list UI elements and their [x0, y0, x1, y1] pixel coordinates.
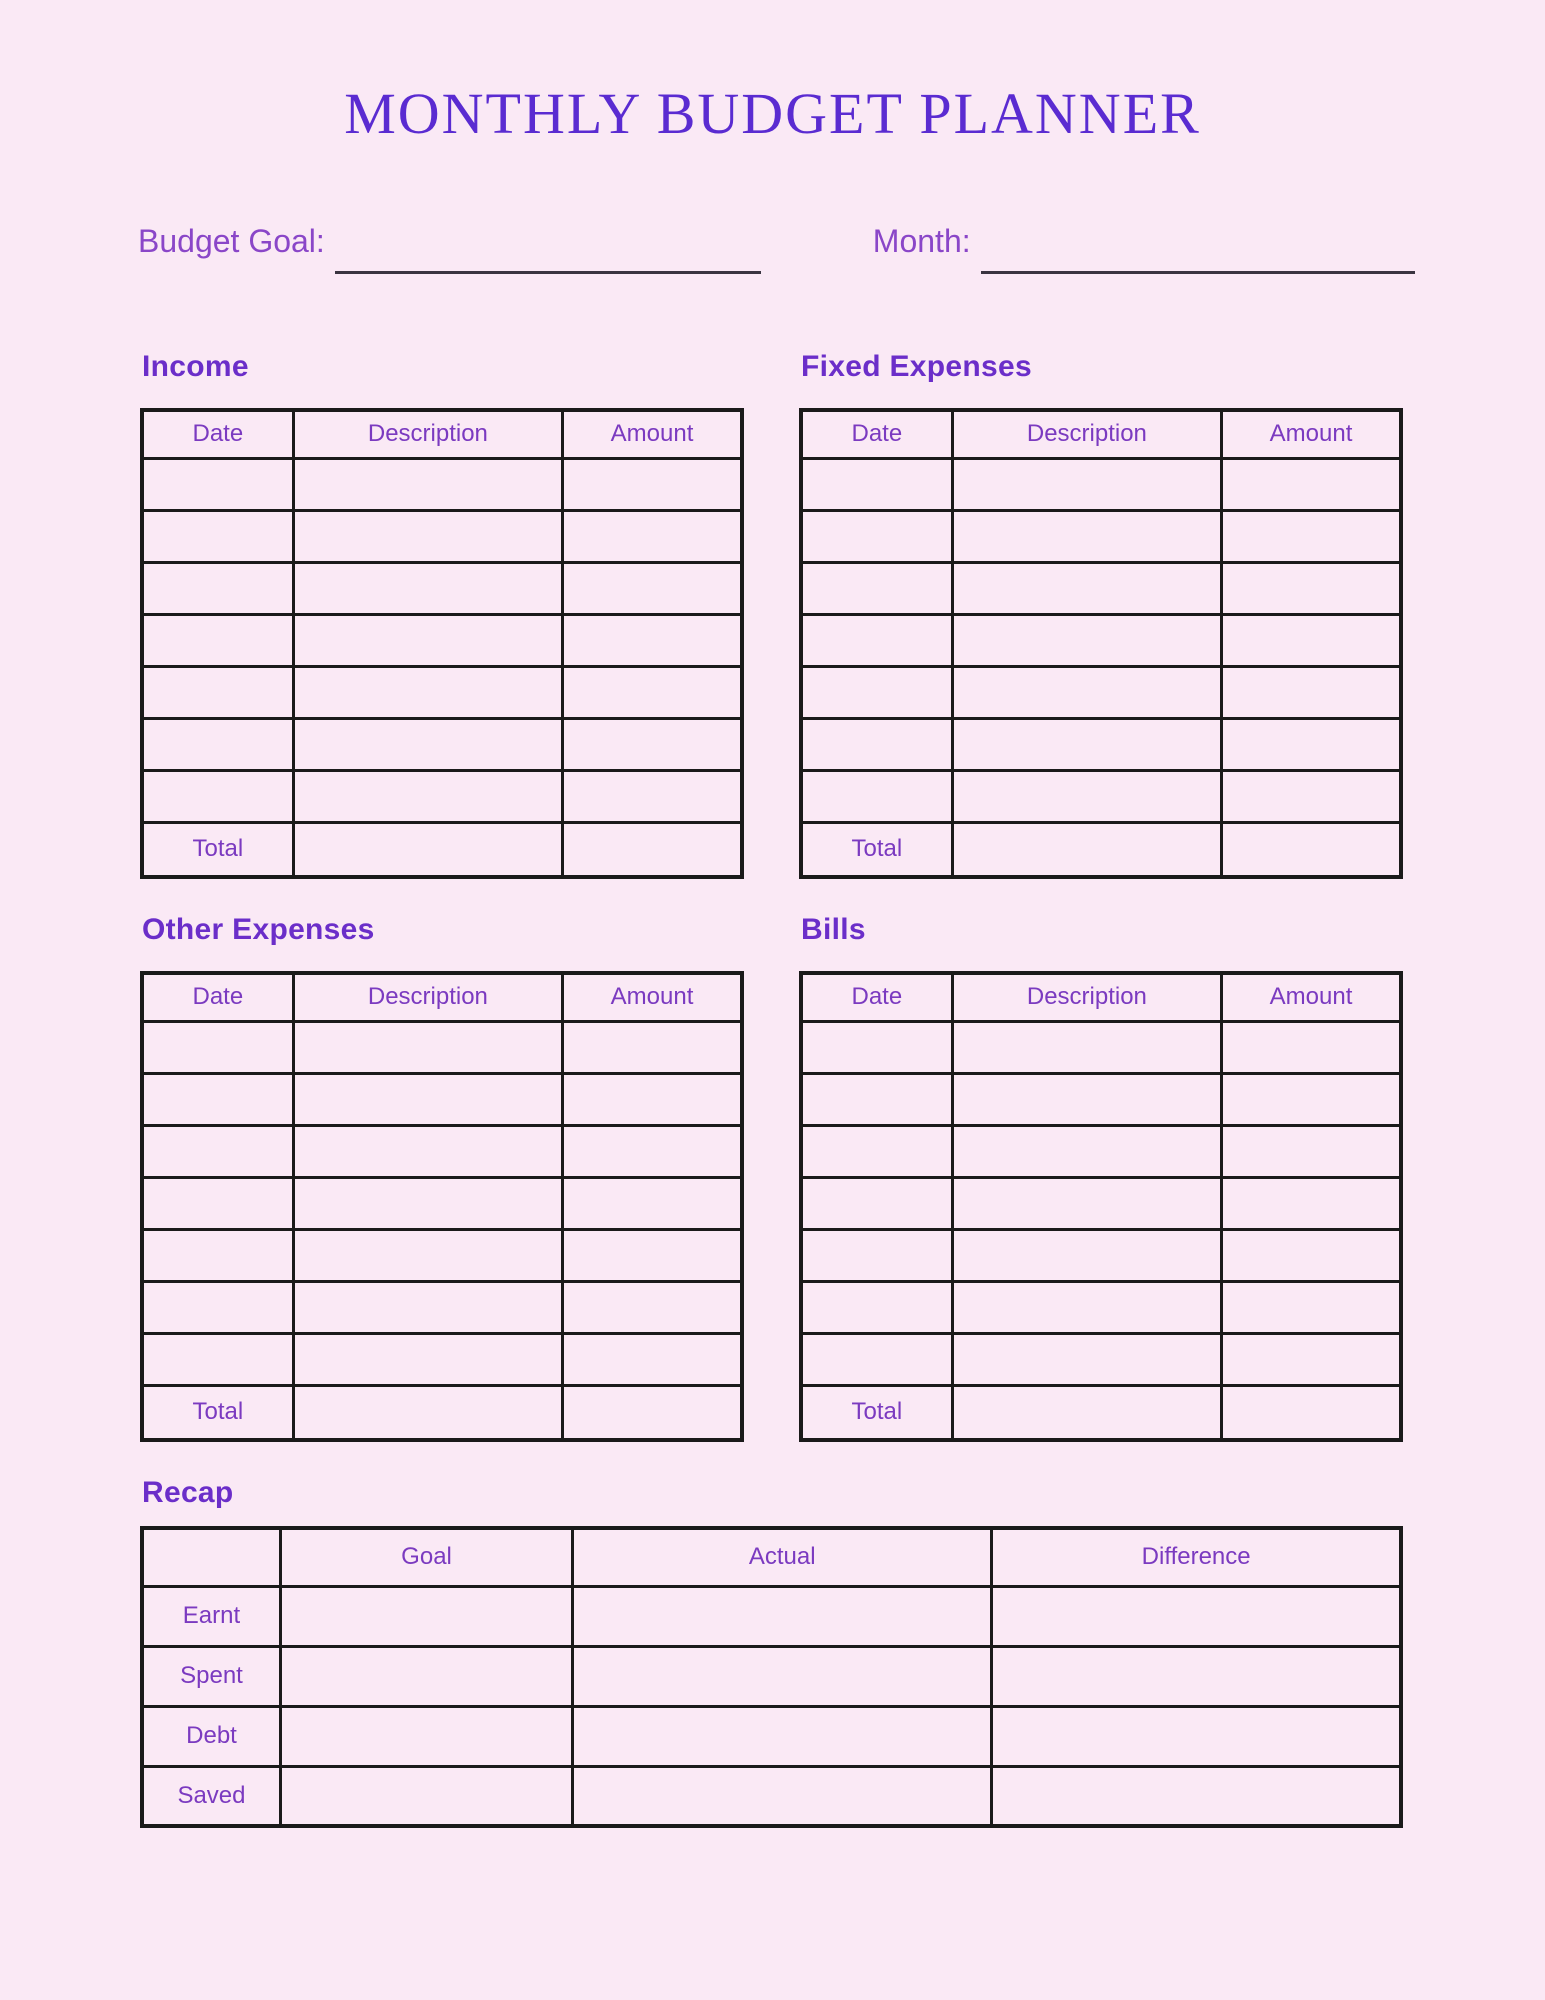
- total-amount-cell[interactable]: [1222, 822, 1401, 877]
- month-field: [873, 223, 1415, 260]
- total-amount-cell[interactable]: [563, 822, 742, 877]
- actual-cell[interactable]: [573, 1766, 992, 1826]
- description-cell[interactable]: [952, 1021, 1221, 1073]
- date-cell[interactable]: [801, 666, 952, 718]
- description-cell[interactable]: [952, 562, 1221, 614]
- recap-table: [140, 1526, 1403, 1828]
- table-row: [801, 1021, 1401, 1073]
- table-row: [801, 614, 1401, 666]
- table-row: [142, 1073, 742, 1125]
- budget-goal-input[interactable]: [335, 244, 761, 274]
- table-row: [801, 666, 1401, 718]
- total-amount-cell[interactable]: [563, 1385, 742, 1440]
- table-row: [801, 1281, 1401, 1333]
- amount-cell[interactable]: [1222, 510, 1401, 562]
- description-column-header: Description: [293, 410, 562, 458]
- amount-cell[interactable]: [1222, 770, 1401, 822]
- table-row: [801, 1177, 1401, 1229]
- description-cell[interactable]: [952, 1333, 1221, 1385]
- amount-cell[interactable]: [1222, 1073, 1401, 1125]
- description-column-header: Description: [952, 410, 1221, 458]
- amount-cell[interactable]: [563, 1333, 742, 1385]
- date-cell[interactable]: [142, 1021, 293, 1073]
- actual-cell[interactable]: [573, 1586, 992, 1646]
- total-description-cell[interactable]: [952, 1385, 1221, 1440]
- amount-column-header: Amount: [1222, 410, 1401, 458]
- date-cell[interactable]: [801, 770, 952, 822]
- date-cell[interactable]: [801, 1125, 952, 1177]
- amount-cell[interactable]: [563, 562, 742, 614]
- table-row: [142, 614, 742, 666]
- table-row: [142, 1229, 742, 1281]
- table-row: [801, 1125, 1401, 1177]
- date-cell[interactable]: [801, 614, 952, 666]
- date-cell[interactable]: [801, 1281, 952, 1333]
- recap-row-label: Debt: [142, 1706, 280, 1766]
- description-cell[interactable]: [293, 614, 562, 666]
- description-cell[interactable]: [293, 1281, 562, 1333]
- date-cell[interactable]: [142, 718, 293, 770]
- date-cell[interactable]: [142, 770, 293, 822]
- date-cell[interactable]: [801, 1333, 952, 1385]
- date-cell[interactable]: [142, 510, 293, 562]
- amount-cell[interactable]: [1222, 1229, 1401, 1281]
- section-title-fixed-expenses: Fixed Expenses: [801, 350, 1032, 383]
- table-row: [142, 666, 742, 718]
- page-title: MONTHLY BUDGET PLANNER: [344, 81, 1201, 146]
- date-cell[interactable]: [142, 1333, 293, 1385]
- date-cell[interactable]: [801, 718, 952, 770]
- date-cell[interactable]: [142, 458, 293, 510]
- amount-column-header: Amount: [1222, 973, 1401, 1021]
- date-cell[interactable]: [142, 666, 293, 718]
- amount-cell[interactable]: [563, 458, 742, 510]
- amount-cell[interactable]: [1222, 562, 1401, 614]
- goal-column-header: Goal: [280, 1528, 572, 1586]
- amount-cell[interactable]: [563, 1125, 742, 1177]
- section-title-bills: Bills: [801, 913, 866, 946]
- description-cell[interactable]: [293, 458, 562, 510]
- recap-row-debt: [142, 1706, 1401, 1766]
- description-cell[interactable]: [952, 1177, 1221, 1229]
- amount-cell[interactable]: [1222, 1333, 1401, 1385]
- section-other-expenses: [140, 913, 744, 1442]
- section-fixed-expenses: [799, 350, 1403, 879]
- table-header-row: [142, 410, 742, 458]
- table-header-row: [142, 973, 742, 1021]
- description-cell[interactable]: [952, 1229, 1221, 1281]
- section-income: [140, 350, 744, 879]
- bills-table: [799, 971, 1403, 1442]
- description-cell[interactable]: [952, 1073, 1221, 1125]
- date-cell[interactable]: [801, 1177, 952, 1229]
- table-row: [142, 1125, 742, 1177]
- description-column-header: Description: [952, 973, 1221, 1021]
- date-cell[interactable]: [142, 1281, 293, 1333]
- description-column-header: Description: [293, 973, 562, 1021]
- description-cell[interactable]: [293, 1125, 562, 1177]
- description-cell[interactable]: [952, 666, 1221, 718]
- recap-row-saved: [142, 1766, 1401, 1826]
- description-cell[interactable]: [952, 1125, 1221, 1177]
- total-label: Total: [801, 1385, 952, 1440]
- difference-cell[interactable]: [992, 1586, 1401, 1646]
- amount-column-header: Amount: [563, 973, 742, 1021]
- table-row: [142, 1281, 742, 1333]
- table-row: [801, 1229, 1401, 1281]
- amount-cell[interactable]: [563, 1073, 742, 1125]
- date-column-header: Date: [142, 410, 293, 458]
- amount-cell[interactable]: [563, 510, 742, 562]
- date-cell[interactable]: [801, 1073, 952, 1125]
- date-cell[interactable]: [142, 1177, 293, 1229]
- total-description-cell[interactable]: [952, 822, 1221, 877]
- difference-cell[interactable]: [992, 1646, 1401, 1706]
- description-cell[interactable]: [293, 1229, 562, 1281]
- description-cell[interactable]: [293, 510, 562, 562]
- income-table: [140, 408, 744, 879]
- section-title-other-expenses: Other Expenses: [142, 913, 375, 946]
- table-row: [142, 1177, 742, 1229]
- amount-cell[interactable]: [1222, 458, 1401, 510]
- table-row: [801, 1333, 1401, 1385]
- other-expenses-table: [140, 971, 744, 1442]
- total-description-cell[interactable]: [293, 822, 562, 877]
- amount-cell[interactable]: [563, 666, 742, 718]
- date-cell[interactable]: [142, 1073, 293, 1125]
- amount-cell[interactable]: [563, 770, 742, 822]
- recap-row-label: Spent: [142, 1646, 280, 1706]
- amount-cell[interactable]: [563, 1281, 742, 1333]
- amount-cell[interactable]: [1222, 614, 1401, 666]
- header-fields: [138, 223, 1403, 260]
- date-cell[interactable]: [801, 458, 952, 510]
- actual-column-header: Actual: [573, 1528, 992, 1586]
- table-row: [142, 1021, 742, 1073]
- description-cell[interactable]: [293, 1177, 562, 1229]
- total-description-cell[interactable]: [293, 1385, 562, 1440]
- date-column-header: Date: [142, 973, 293, 1021]
- total-label: Total: [142, 822, 293, 877]
- difference-cell[interactable]: [992, 1706, 1401, 1766]
- amount-cell[interactable]: [1222, 1125, 1401, 1177]
- amount-cell[interactable]: [1222, 718, 1401, 770]
- description-cell[interactable]: [952, 510, 1221, 562]
- table-row: [142, 510, 742, 562]
- date-cell[interactable]: [801, 1229, 952, 1281]
- section-recap: [140, 1476, 1403, 1828]
- table-row: [801, 770, 1401, 822]
- description-cell[interactable]: [293, 770, 562, 822]
- recap-row-spent: [142, 1646, 1401, 1706]
- table-header-row: [801, 973, 1401, 1021]
- total-amount-cell[interactable]: [1222, 1385, 1401, 1440]
- description-cell[interactable]: [293, 1021, 562, 1073]
- amount-cell[interactable]: [563, 718, 742, 770]
- date-cell[interactable]: [801, 562, 952, 614]
- recap-row-label: Earnt: [142, 1586, 280, 1646]
- table-row: [142, 562, 742, 614]
- date-cell[interactable]: [801, 1021, 952, 1073]
- table-row: [801, 458, 1401, 510]
- table-row: [142, 718, 742, 770]
- description-cell[interactable]: [952, 458, 1221, 510]
- goal-cell[interactable]: [280, 1646, 572, 1706]
- amount-cell[interactable]: [563, 614, 742, 666]
- difference-cell[interactable]: [992, 1766, 1401, 1826]
- description-cell[interactable]: [952, 614, 1221, 666]
- section-bills: [799, 913, 1403, 1442]
- fixed-expenses-table: [799, 408, 1403, 879]
- amount-cell[interactable]: [1222, 666, 1401, 718]
- amount-cell[interactable]: [563, 1177, 742, 1229]
- table-row: [142, 458, 742, 510]
- actual-cell[interactable]: [573, 1646, 992, 1706]
- table-row: [142, 770, 742, 822]
- description-cell[interactable]: [293, 666, 562, 718]
- goal-cell[interactable]: [280, 1586, 572, 1646]
- recap-empty-header: [142, 1528, 280, 1586]
- date-column-header: Date: [801, 973, 952, 1021]
- amount-column-header: Amount: [563, 410, 742, 458]
- table-row: [801, 562, 1401, 614]
- total-label: Total: [801, 822, 952, 877]
- description-cell[interactable]: [293, 1073, 562, 1125]
- amount-cell[interactable]: [563, 1021, 742, 1073]
- description-cell[interactable]: [952, 770, 1221, 822]
- goal-cell[interactable]: [280, 1706, 572, 1766]
- date-column-header: Date: [801, 410, 952, 458]
- total-row: [801, 1385, 1401, 1440]
- date-cell[interactable]: [142, 1125, 293, 1177]
- recap-row-label: Saved: [142, 1766, 280, 1826]
- month-label: Month:: [872, 223, 971, 259]
- month-input[interactable]: [981, 244, 1415, 274]
- goal-cell[interactable]: [280, 1766, 572, 1826]
- amount-cell[interactable]: [563, 1229, 742, 1281]
- sections-grid: [140, 350, 1403, 1442]
- amount-cell[interactable]: [1222, 1021, 1401, 1073]
- budget-goal-label: Budget Goal:: [138, 223, 325, 259]
- recap-header-row: [142, 1528, 1401, 1586]
- description-cell[interactable]: [293, 562, 562, 614]
- table-row: [801, 510, 1401, 562]
- date-cell[interactable]: [801, 510, 952, 562]
- table-row: [801, 718, 1401, 770]
- difference-column-header: Difference: [992, 1528, 1401, 1586]
- description-cell[interactable]: [952, 718, 1221, 770]
- description-cell[interactable]: [293, 1333, 562, 1385]
- amount-cell[interactable]: [1222, 1281, 1401, 1333]
- section-title-income: Income: [142, 350, 249, 383]
- actual-cell[interactable]: [573, 1706, 992, 1766]
- description-cell[interactable]: [952, 1281, 1221, 1333]
- date-cell[interactable]: [142, 1229, 293, 1281]
- total-row: [142, 1385, 742, 1440]
- table-row: [801, 1073, 1401, 1125]
- total-label: Total: [142, 1385, 293, 1440]
- amount-cell[interactable]: [1222, 1177, 1401, 1229]
- total-row: [142, 822, 742, 877]
- description-cell[interactable]: [293, 718, 562, 770]
- recap-row-earnt: [142, 1586, 1401, 1646]
- total-row: [801, 822, 1401, 877]
- section-title-recap: Recap: [142, 1476, 234, 1509]
- budget-goal-field: [138, 223, 761, 260]
- table-header-row: [801, 410, 1401, 458]
- table-row: [142, 1333, 742, 1385]
- date-cell[interactable]: [142, 562, 293, 614]
- date-cell[interactable]: [142, 614, 293, 666]
